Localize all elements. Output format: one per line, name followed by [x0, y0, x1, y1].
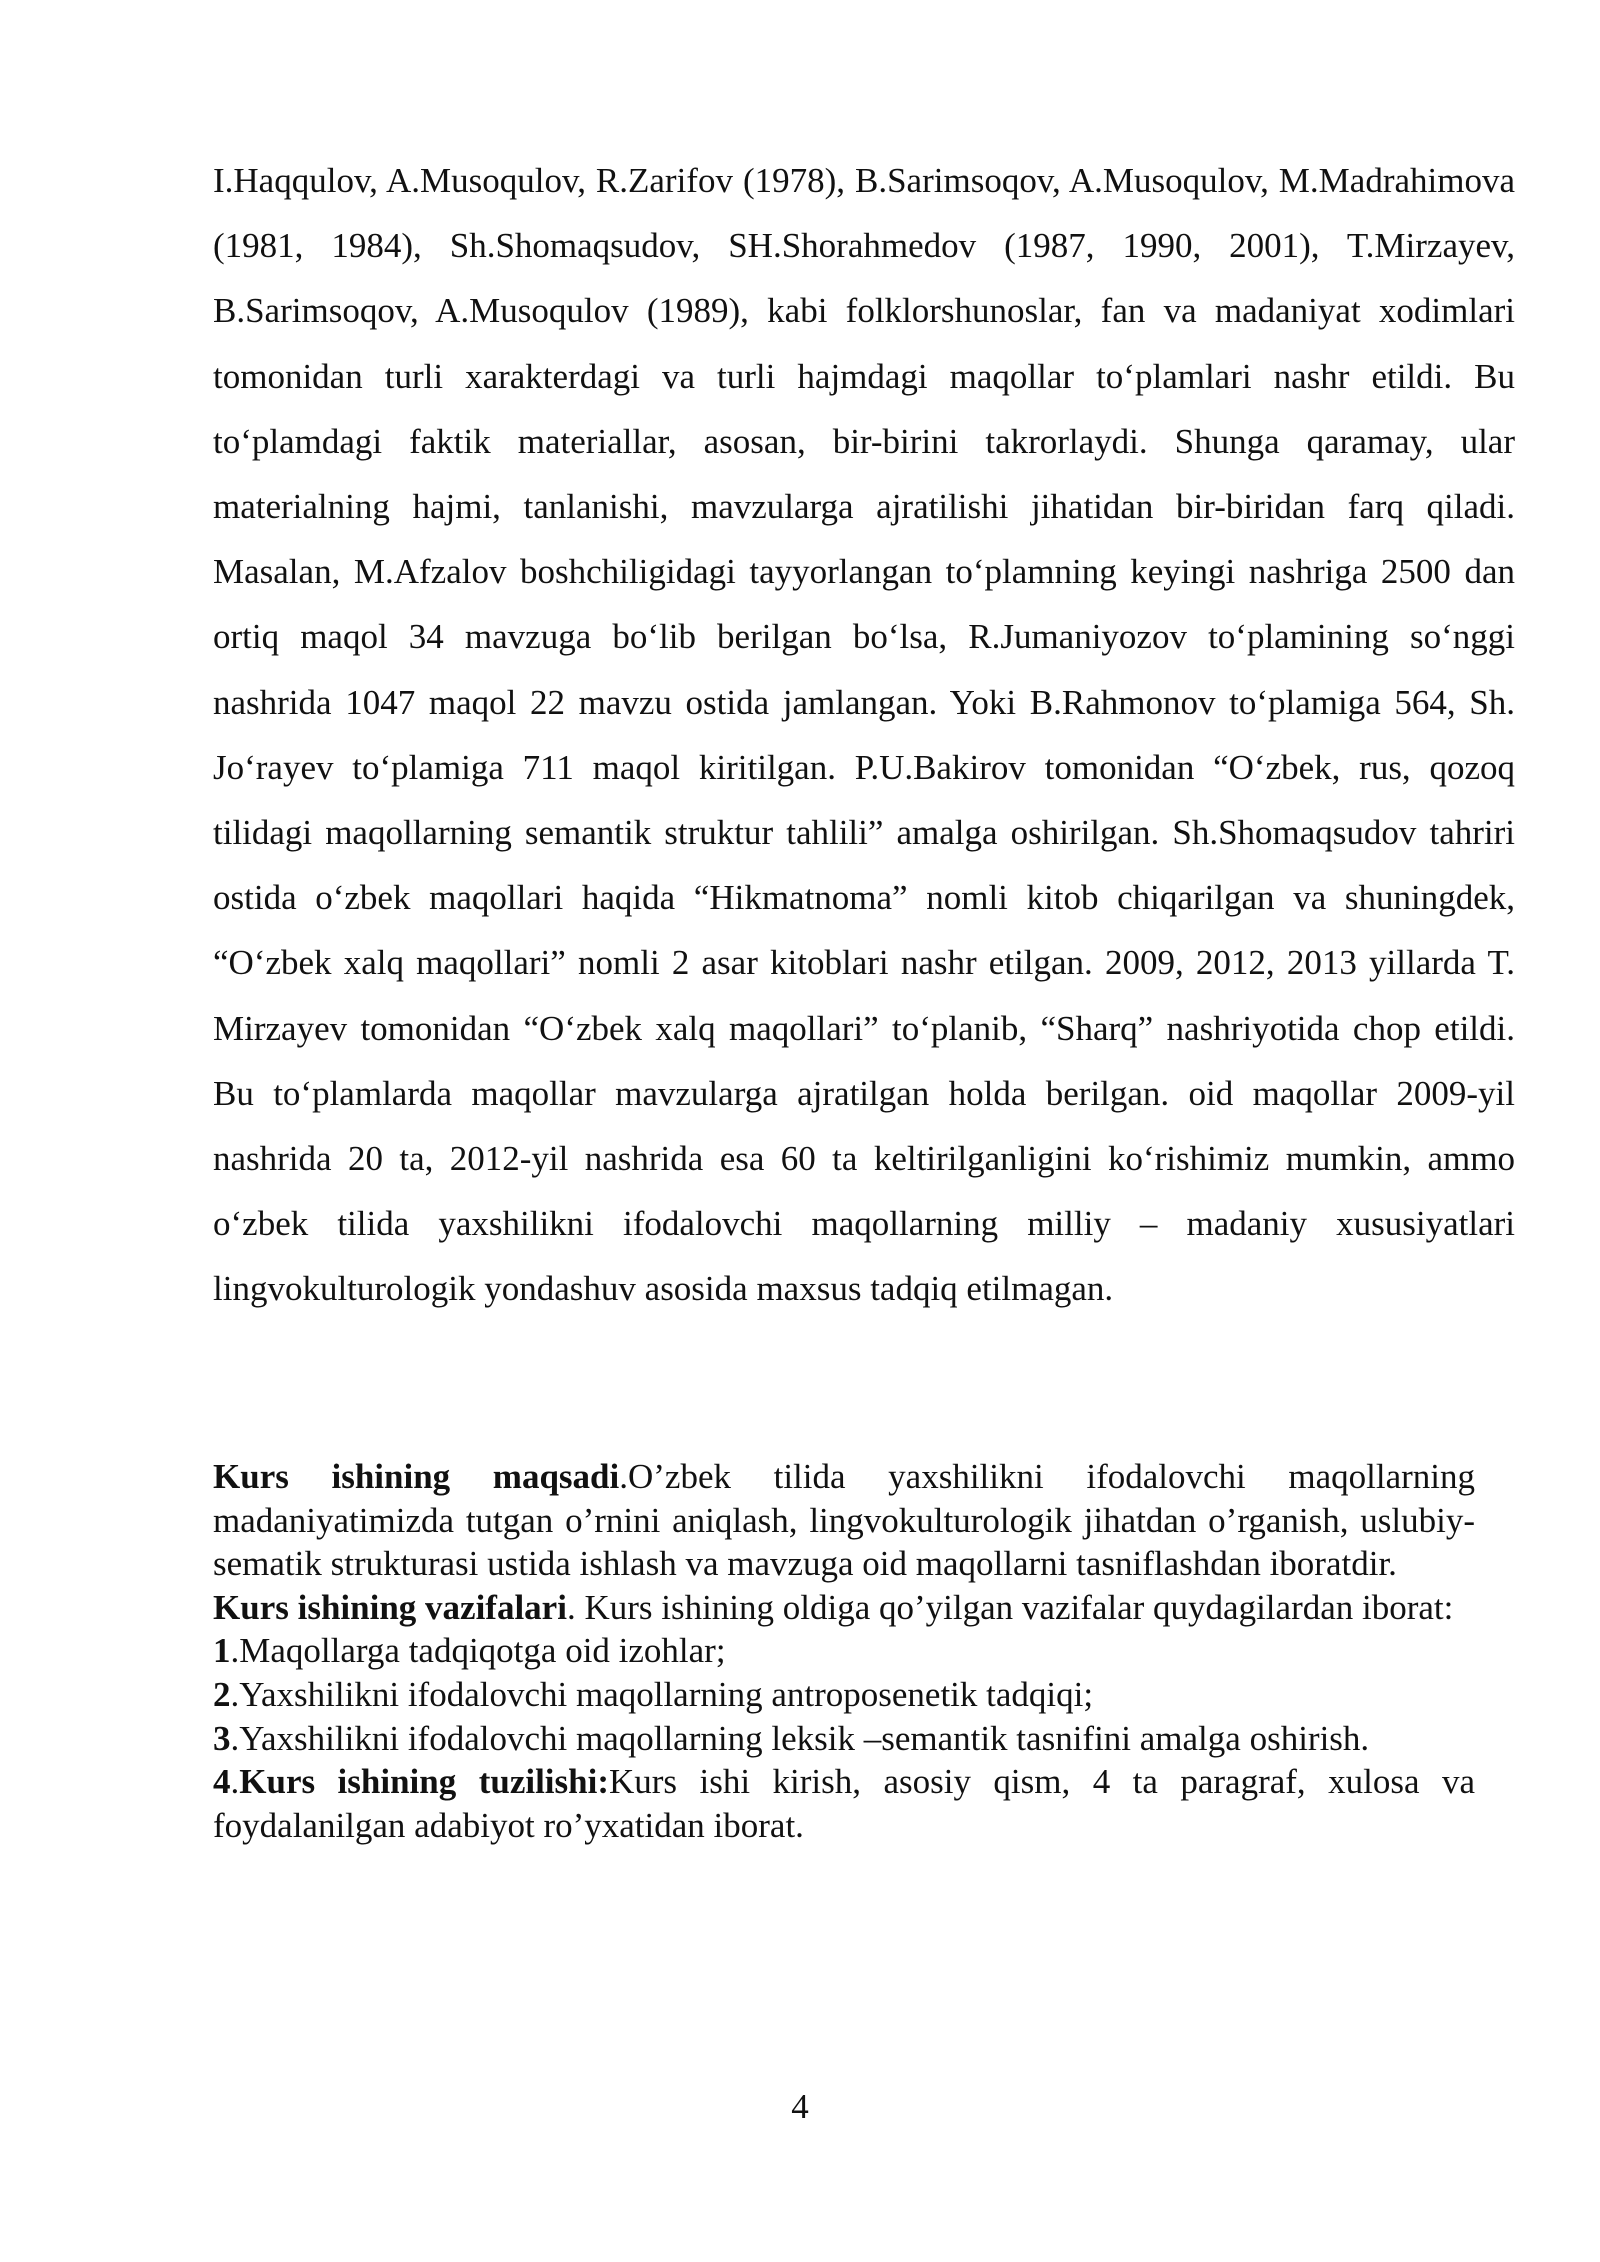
list-item-text: .Yaxshilikni ifodalovchi maqollarning antroposenetik tadqiqi;: [230, 1674, 1094, 1714]
main-paragraph: I.Haqqulov, A.Musoqulov, R.Zarifov (1978), B.Sarimsoqov, A.Musoqulov, M.Madrahimova (1981, 1984), Sh.Shomaqsudov, SH.Shorahmedov (1987, 1990, 2001), T.Mirzayev, B.Sarimsoqov, A.Musoqulov (1989), kabi folklorshunoslar, fan va madaniyat xodimlari tomonidan turli xarakterdagi va turli hajmdagi maqollar to‘plamlari nashr etildi. Bu to‘plamdagi faktik materiallar, asosan, bir-birini takrorlaydi. Shunga qaramay, ular materialning hajmi, tanlanishi, mavzularga ajratilishi jihatidan bir-biridan farq qiladi. Masalan, M.Afzalov boshchiligidagi tayyorlangan to‘plamning keyingi nashriga 2500 dan ortiq maqol 34 mavzuga bo‘lib berilgan bo‘lsa, R.Jumaniyozov to‘plamining so‘nggi nashrida 1047 maqol 22 mavzu ostida jamlangan. Yoki B.Rahmonov to‘plamiga 564, Sh. Jo‘rayev to‘plamiga 711 maqol kiritilgan. P.U.Bakirov tomonidan “O‘zbek, rus, qozoq tilidagi maqollarning semantik struktur tahlili” amalga oshirilgan. Sh.Shomaqsudov tahriri ostida o‘zbek maqollari haqida “Hikmatnoma” nomli kitob chiqarilgan va shuningdek, “O‘zbek xalq maqollari” nomli 2 asar kitoblari nashr etilgan. 2009, 2012, 2013 yillarda T. Mirzayev tomonidan “O‘zbek xalq maqollari” to‘planib, “Sharq” nashriyotida chop etildi. Bu to‘plamlarda maqollar mavzularga ajratilgan holda berilgan. oid maqollar 2009-yil nashrida 20 ta, 2012-yil nashrida esa 60 ta keltirilganligini ko‘rishimiz mumkin, ammo o‘zbek tilida yaxshilikni ifodalovchi maqollarning milliy – madaniy xususiyatlari lingvokulturologik yondashuv asosida maxsus tadqiq etilmagan.: [213, 161, 1515, 1309]
goal-text: .O’zbek tilida yaxshilikni ifodalovchi maqollarning madaniyatimizda tutgan o’rnini aniqlash, lingvokulturologik jihatdan o’rganish, uslubiy-sematik strukturasi ustida ishlash va mavzuga oid maqollarni tasniflashdan iboratdir.: [213, 1457, 1475, 1584]
list-item-number: 1: [213, 1631, 231, 1671]
list-item-number: 3: [213, 1718, 231, 1758]
list-item-text: .Yaxshilikni ifodalovchi maqollarning leksik –semantik tasnifini amalga oshirish.: [230, 1718, 1370, 1758]
course-work-section: [213, 1455, 1475, 1847]
list-item-text: .Maqollarga tadqiqotga oid izohlar;: [230, 1631, 726, 1671]
tasks-paragraph: [213, 1586, 1475, 1630]
list-item: [213, 1717, 1475, 1761]
list-item: [213, 1673, 1475, 1717]
structure-heading: Kurs ishining tuzilishi:: [239, 1762, 609, 1802]
page-number: 4: [791, 2087, 809, 2126]
tasks-text: . Kurs ishining oldiga qo’yilgan vazifalar quydagilardan iborat:: [566, 1587, 1454, 1627]
structure-separator: .: [230, 1762, 240, 1802]
structure-text: Kurs ishi kirish, asosiy qism, 4 ta paragraf, xulosa va foydalanilgan adabiyot ro’yxatidan iborat.: [213, 1762, 1476, 1845]
list-item: [213, 1629, 1475, 1673]
list-item-number: 2: [213, 1674, 231, 1714]
tasks-heading: Kurs ishining vazifalari: [213, 1587, 567, 1627]
structure-paragraph: [213, 1760, 1475, 1847]
goal-heading: Kurs ishining maqsadi: [213, 1457, 620, 1496]
goal-paragraph: [213, 1455, 1475, 1586]
structure-number: 4: [213, 1762, 231, 1802]
